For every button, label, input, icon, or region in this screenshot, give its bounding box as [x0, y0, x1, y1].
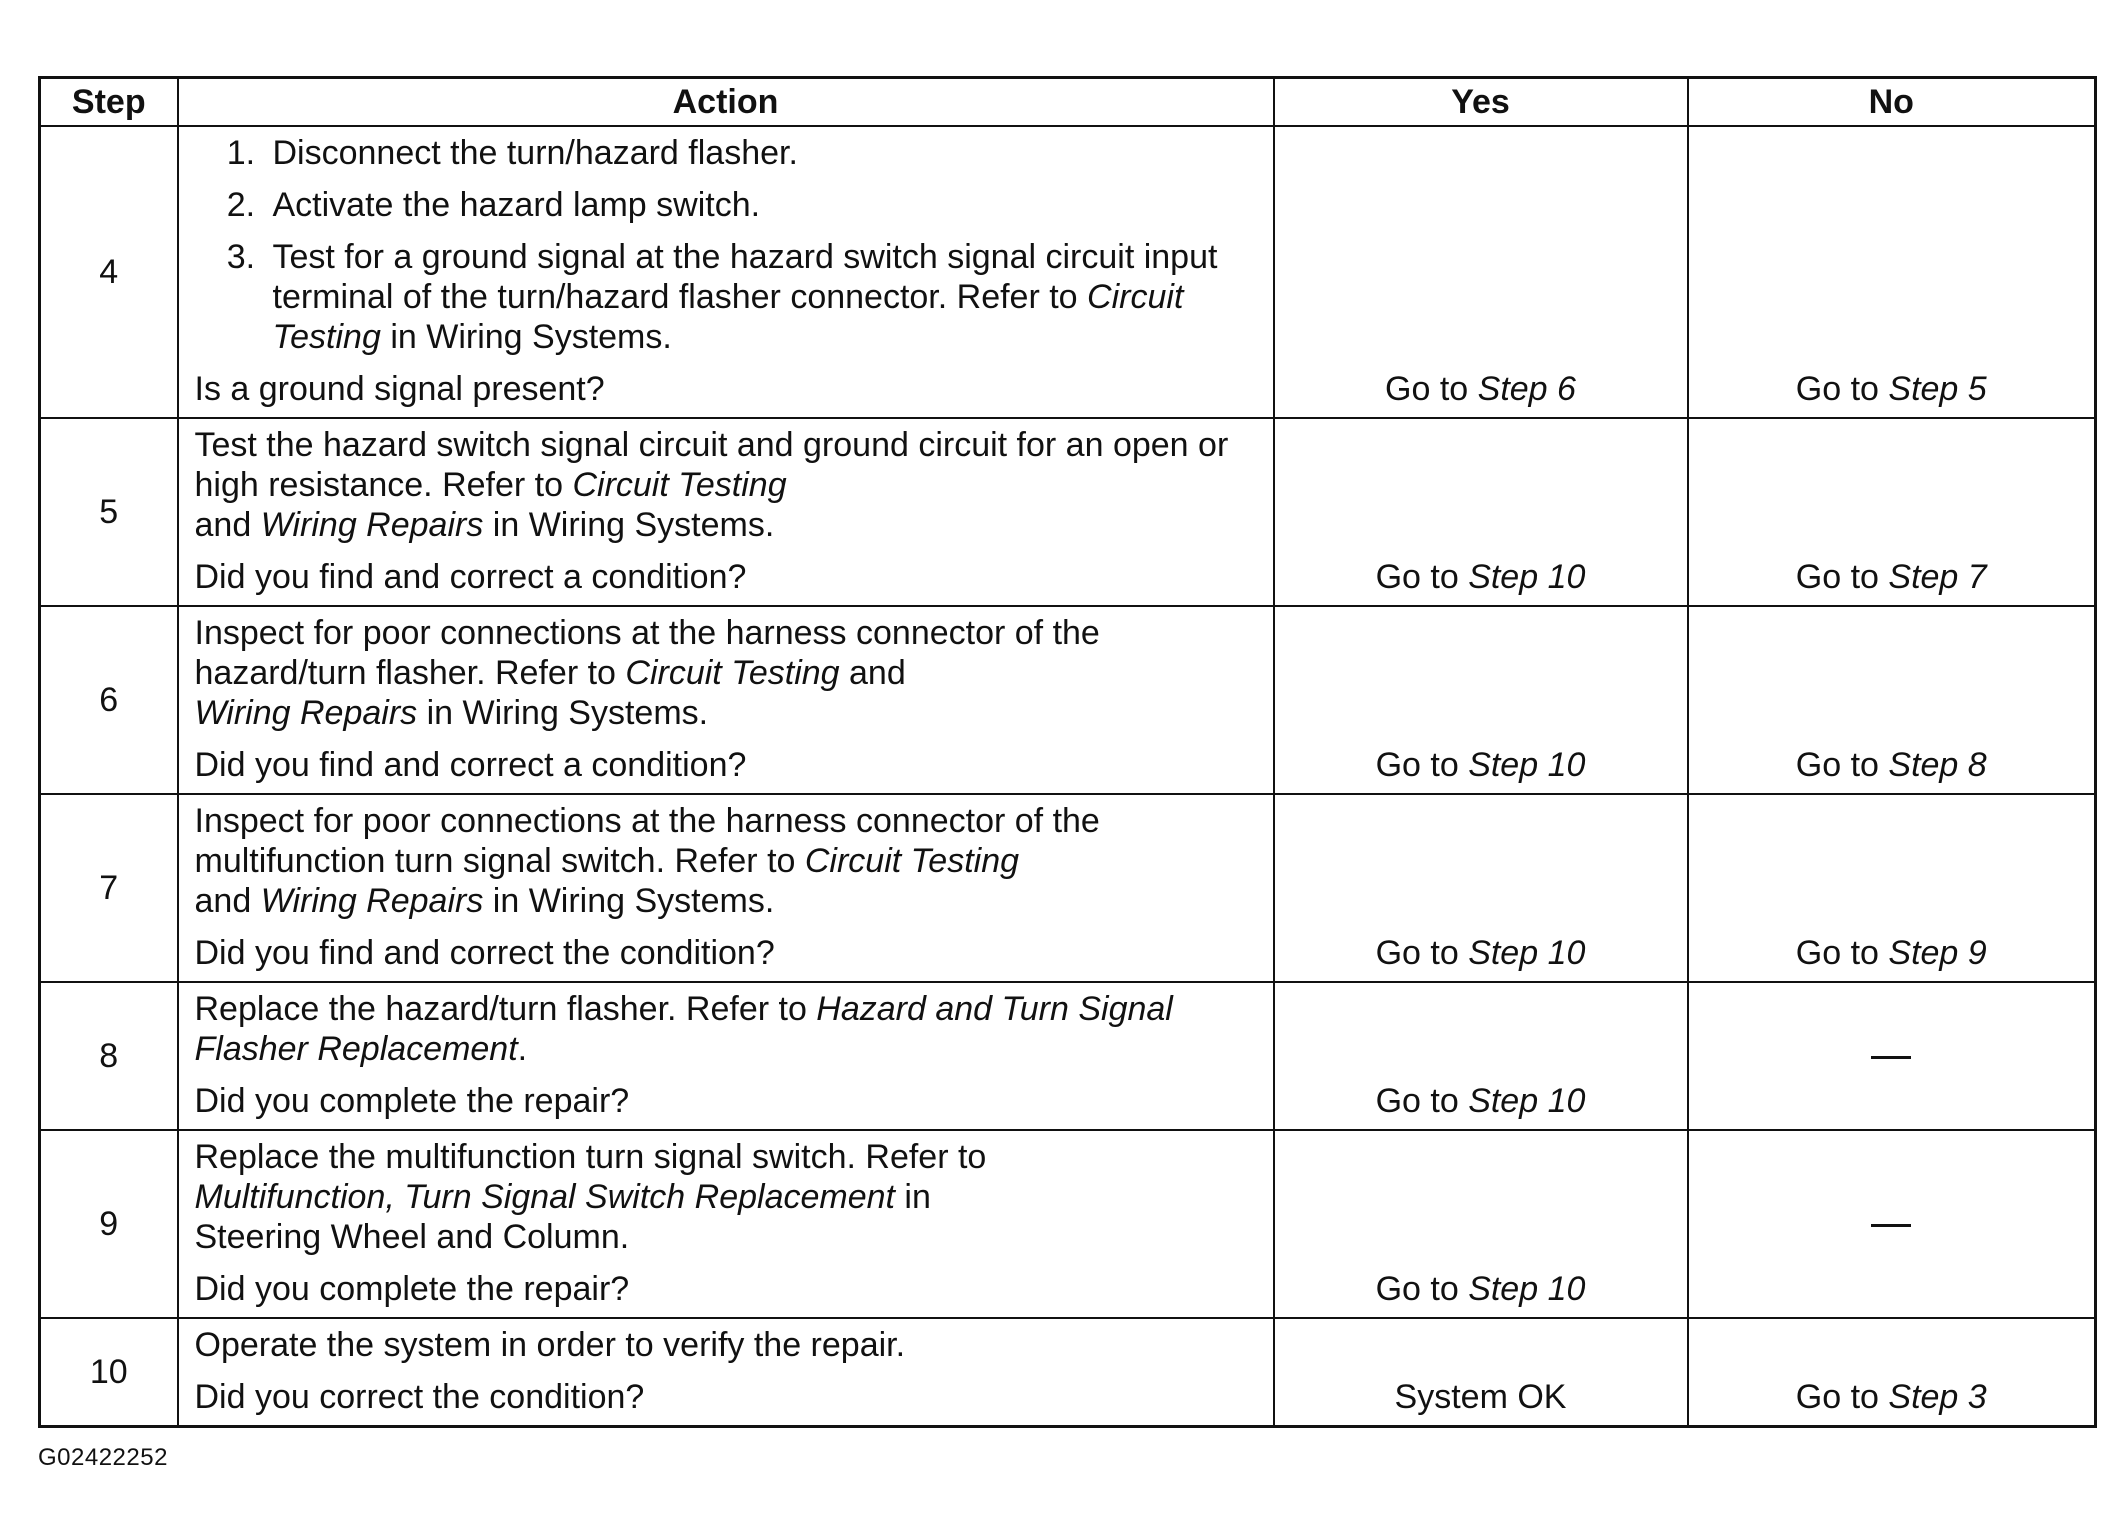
figure-id: G02422252	[38, 1444, 168, 1471]
text-run: Go to	[1375, 746, 1469, 784]
text-run: Operate the system in order to verify the repair.	[194, 1326, 906, 1364]
substep-item	[265, 237, 1257, 357]
action-cell	[178, 606, 1274, 794]
header-no: No	[1688, 78, 2096, 127]
text-run: Replace the multifunction turn signal switch. Refer to	[194, 1138, 987, 1176]
text-run: Test the hazard switch signal circuit and ground circuit for an open or high resistance. Refer to	[194, 426, 1229, 504]
text-run: and	[839, 654, 906, 692]
reference-text: Step 10	[1468, 1270, 1586, 1308]
reference-text: Step 10	[1468, 558, 1586, 596]
action-question: Did you find and correct a condition?	[194, 746, 747, 784]
reference-text: Step 6	[1477, 370, 1576, 408]
reference-text: Wiring Repairs	[194, 694, 418, 732]
text-run: Go to	[1375, 934, 1469, 972]
action-instruction	[195, 425, 1257, 545]
table-row	[40, 126, 2096, 418]
no-result	[1688, 606, 2096, 794]
text-run: Go to	[1795, 370, 1889, 408]
text-run: Go to	[1385, 370, 1478, 408]
action-instruction	[195, 801, 1257, 921]
reference-text: Circuit Testing	[572, 466, 787, 504]
step-number: 5	[40, 418, 178, 606]
action-cell	[178, 1130, 1274, 1318]
table-body	[40, 126, 2096, 1427]
substep-item	[265, 133, 1257, 173]
step-number: 8	[40, 982, 178, 1130]
reference-text: Step 7	[1888, 558, 1987, 596]
text-run: Steering Wheel and Column.	[194, 1218, 630, 1256]
table-row	[40, 418, 2096, 606]
reference-text: Wiring Repairs	[260, 882, 484, 920]
action-instruction	[195, 613, 1257, 733]
action-instruction	[195, 989, 1257, 1069]
no-result	[1688, 126, 2096, 418]
dash-mark	[1871, 1056, 1911, 1059]
reference-text: Circuit Testing	[272, 278, 1184, 356]
no-result	[1688, 1318, 2096, 1427]
action-question: Did you find and correct the condition?	[194, 934, 775, 972]
text-run: Go to	[1795, 934, 1889, 972]
yes-result	[1274, 606, 1688, 794]
text-run: Go to	[1375, 1082, 1469, 1120]
yes-result	[1274, 982, 1688, 1130]
text-run: in Wiring Systems.	[483, 506, 775, 544]
no-result	[1688, 982, 2096, 1130]
yes-result	[1274, 418, 1688, 606]
reference-text: Step 9	[1888, 934, 1987, 972]
reference-text: Multifunction, Turn Signal Switch Replacement	[194, 1178, 895, 1216]
reference-text: Hazard and Turn Signal Flasher Replacement	[194, 990, 1173, 1068]
action-cell	[178, 1318, 1274, 1427]
text-run: .	[517, 1030, 528, 1068]
reference-text: Step 10	[1468, 1082, 1586, 1120]
action-cell	[178, 982, 1274, 1130]
no-result	[1688, 794, 2096, 982]
text-run: Go to	[1795, 746, 1889, 784]
action-question: Did you complete the repair?	[194, 1270, 630, 1308]
action-instruction	[195, 1137, 1257, 1257]
text-run: Inspect for poor connections at the harness connector of the hazard/turn flasher. Refer to	[194, 614, 1100, 692]
table-row	[40, 1318, 2096, 1427]
substep-list	[195, 133, 1257, 357]
action-cell	[178, 418, 1274, 606]
substep-item	[265, 185, 1257, 225]
text-run: Go to	[1375, 558, 1469, 596]
text-run: Go to	[1375, 1270, 1469, 1308]
text-run: and	[194, 882, 261, 920]
header-yes: Yes	[1274, 78, 1688, 127]
header-step: Step	[40, 78, 178, 127]
step-number: 4	[40, 126, 178, 418]
reference-text: Circuit Testing	[625, 654, 840, 692]
step-number: 10	[40, 1318, 178, 1427]
reference-text: Step 3	[1888, 1378, 1987, 1416]
text-run: in Wiring Systems.	[483, 882, 775, 920]
reference-text: Step 10	[1468, 746, 1586, 784]
action-question: Is a ground signal present?	[194, 370, 605, 408]
action-cell	[178, 126, 1274, 418]
text-run: Go to	[1795, 1378, 1889, 1416]
no-result	[1688, 418, 2096, 606]
step-number: 9	[40, 1130, 178, 1318]
action-question: Did you find and correct a condition?	[194, 558, 747, 596]
dash-mark	[1871, 1224, 1911, 1227]
text-run: Activate the hazard lamp switch.	[272, 186, 761, 224]
text-run: in Wiring Systems.	[417, 694, 709, 732]
text-run: and	[194, 506, 261, 544]
text-run: Test for a ground signal at the hazard switch signal circuit input terminal of the turn/hazard flasher connector. Refer to	[272, 238, 1218, 316]
diagnostic-table	[38, 76, 2097, 1428]
table-row	[40, 1130, 2096, 1318]
yes-result	[1274, 1318, 1688, 1427]
text-run: Replace the hazard/turn flasher. Refer to	[194, 990, 817, 1028]
header-action: Action	[178, 78, 1274, 127]
action-cell	[178, 794, 1274, 982]
yes-result	[1274, 794, 1688, 982]
reference-text: Step 10	[1468, 934, 1586, 972]
text-run: Inspect for poor connections at the harness connector of the multifunction turn signal switch. Refer to	[194, 802, 1100, 880]
text-run: System OK	[1394, 1378, 1567, 1416]
reference-text: Step 8	[1888, 746, 1987, 784]
step-number: 6	[40, 606, 178, 794]
text-run: in	[894, 1178, 931, 1216]
text-run: Go to	[1795, 558, 1889, 596]
action-question: Did you correct the condition?	[194, 1378, 645, 1416]
action-question: Did you complete the repair?	[194, 1082, 630, 1120]
reference-text: Step 5	[1888, 370, 1987, 408]
no-result	[1688, 1130, 2096, 1318]
yes-result	[1274, 1130, 1688, 1318]
yes-result	[1274, 126, 1688, 418]
header-row	[40, 78, 2096, 127]
table-row	[40, 794, 2096, 982]
step-number: 7	[40, 794, 178, 982]
text-run: in Wiring Systems.	[380, 318, 672, 356]
reference-text: Circuit Testing	[804, 842, 1020, 880]
reference-text: Wiring Repairs	[260, 506, 484, 544]
table-row	[40, 982, 2096, 1130]
text-run: Disconnect the turn/hazard flasher.	[272, 134, 798, 172]
action-instruction	[195, 1325, 1257, 1365]
table-row	[40, 606, 2096, 794]
